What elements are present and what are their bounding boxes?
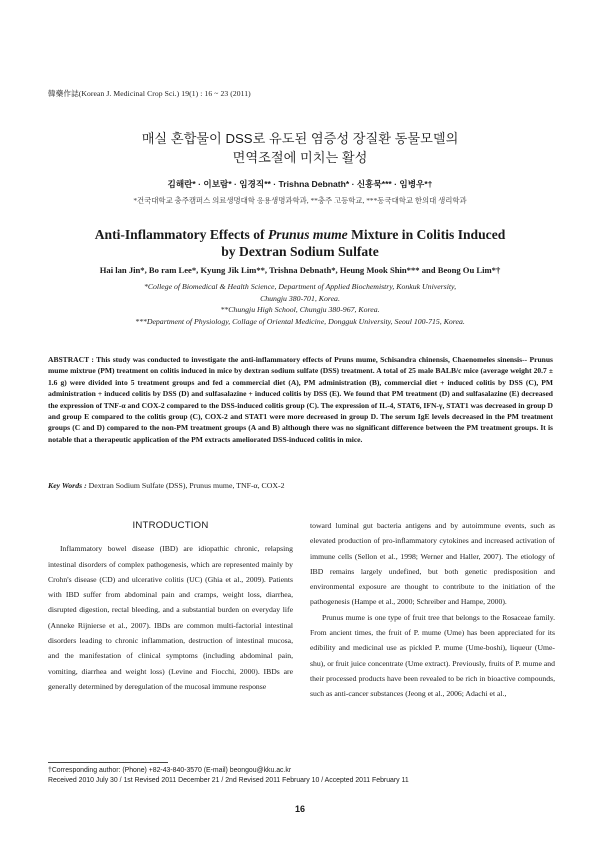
body-column-left [48,518,293,694]
affiliation-line-3: **Chungju High School, Chungju 380-967, Korea. [220,305,380,314]
received-dates-note: Received 2010 July 30 / 1st Revised 2011 December 21 / 2nd Revised 2011 February 10 / Accepted 2011 February 11 [48,777,409,784]
english-title-post: Mixture in Colitis Induced [347,227,506,242]
introduction-heading: INTRODUCTION [132,520,209,531]
abstract-text: This study was conducted to investigate the anti-inflammatory effects of Pruns mume, Schisandra chinensis, Chaenomeles sinensis-- Prunus mume mixtrue (PM) treatment on colitis induced in mice by dextran sodium sulfate (DSS) treatment. A total of 25 male BALB/c mice (average weight 20.7 ± 1.6 g) were divided into 5 treatment groups and fed a commercial diet (A), PM administration (B), commercial diet + induced colitis by DSS (C), PM administration + induced colitis by DSS (D) and sulfasalazine + induced colitis by DSS (E). We found that PM treatment (D) and sulfasalazine (E) decreased the expression of TNF-α and COX-2 compared to the DSS-induced colitis group (C). The expression of IL-4, STAT6, IFN-γ, STAT1 was decreased in group D and group E compared to the colitis group (C), COX-2 and STAT1 were more decreased in group D. The serum IgE levels decreased in the PM treatment groups (C and D) compared to the non-PM treatment groups (A and B) although there was no significant difference between the PM treatment groups. It is notable that a therapeutic application of the PM extracts ameliorated DSS-induced colitis in mice. [48,355,553,444]
korean-authors: 김해란* · 이보람* · 임경직** · Trishna Debnath* · 신흥묵*** · 임병우*† [167,179,433,189]
affiliation-line-4: ***Department of Physiology, Collage of Oriental Medicine, Dongguk University, Seoul 100-715, Korea. [135,316,465,326]
abstract-label: ABSTRACT : [48,355,97,364]
english-title-pre: Anti-Inflammatory Effects of [94,227,268,242]
korean-title-line-1: 매실 혼합물이 DSS로 유도된 염증성 장질환 동물모델의 [141,131,459,146]
keywords-label: Key Words : [48,481,87,490]
english-authors: Hai lan Jin*, Bo ram Lee*, Kyung Jik Lim**, Trishna Debnath*, Heung Mook Shin*** and Beong Ou Lim*† [99,265,501,275]
korean-title-line-2: 면역조절에 미치는 활성 [232,150,368,165]
intro-paragraph-1: Inflammatory bowel disease (IBD) are idiopathic chronic, relapsing intestinal disorders of complex pathogenesis, which are represented mainly by Crohn's disease (CD) and ulcerative colitis (UC) (Ghia et al., 2009). Patients with IBD suffer from abdominal pain and cramps, weight loss, diarrhea, disrupted digestion, rectal bleeding, and a substantial burden on everyday life (Anneke Rijnierse et al., 2007). IBDs are common multi-factorial intestinal disorders leading to chronic inflammation, destruction of intestinal mucosa, and the manifestation of clinical symptoms (including abdominal pain, vomiting, diarrhea and weight loss) (Levine and Fiocchi, 2000). IBDs are generally determined by deregulation of the mucosal immune response [48,544,293,691]
english-title-species: Prunus mume [267,227,348,242]
english-title [0,226,600,260]
keywords-text: Dextran Sodium Sulfate (DSS), Prunus mume, TNF-α, COX-2 [86,481,285,490]
intro-paragraph-1-cont: toward luminal gut bacteria antigens and by autoimmune events, such as elevated production of pro-inflammatory cytokines and increased activation of immune cells (Sellon et al., 1998; Werner and Haller, 2007). The etiology of IBD remains largely undefined, but both genetic predisposition and environmental exposure are thought to contribute to the initiation of the pathogenesis (Hampe et al., 2000; Schreiber and Hampe, 2000). [310,521,555,607]
corresponding-author-note: †Corresponding author: (Phone) +82-43-840-3570 (E-mail) beongou@kku.ac.kr [48,767,292,774]
affiliation-line-1: *College of Biomedical & Health Science, Department of Applied Biochemistry, Konkuk University, [143,282,457,291]
intro-paragraph-2: Prunus mume is one type of fruit tree that belongs to the Rosaceae family. From ancient times, the fruit of P. mume (Ume) has been appreciated for its edibility and medicinal use as pickled P. mume (Ume-boshi), liqueur (Ume-shu), or fruit juice concentrate (Ume extract). Previously, fruits of P. mume and their processed products have been revealed to be rich in bioactive compounds, such as anti-cancer substances (Jeong et al., 2006; Adachi et al., [310,612,555,699]
english-title-line-2: by Dextran Sodium Sulfate [221,244,379,259]
korean-affiliations: *건국대학교 충주캠퍼스 의료생명대학 응용생명과학과, **충주 고등학교, ***동국대학교 한의대 생리학과 [133,196,467,205]
english-affiliations [0,281,600,327]
english-title-line-1 [0,226,600,243]
korean-title [0,129,600,167]
keywords [48,481,553,490]
body-column-right [310,518,555,702]
journal-citation: 韓藥作誌(Korean J. Medicinal Crop Sci.) 19(1) : 16 ~ 23 (2011) [48,89,251,98]
abstract [48,354,553,445]
footnotes [48,766,409,786]
page-number: 16 [294,804,305,814]
affiliation-line-2: Chungju 380-701, Korea. [260,293,340,303]
footnote-divider [48,762,168,763]
